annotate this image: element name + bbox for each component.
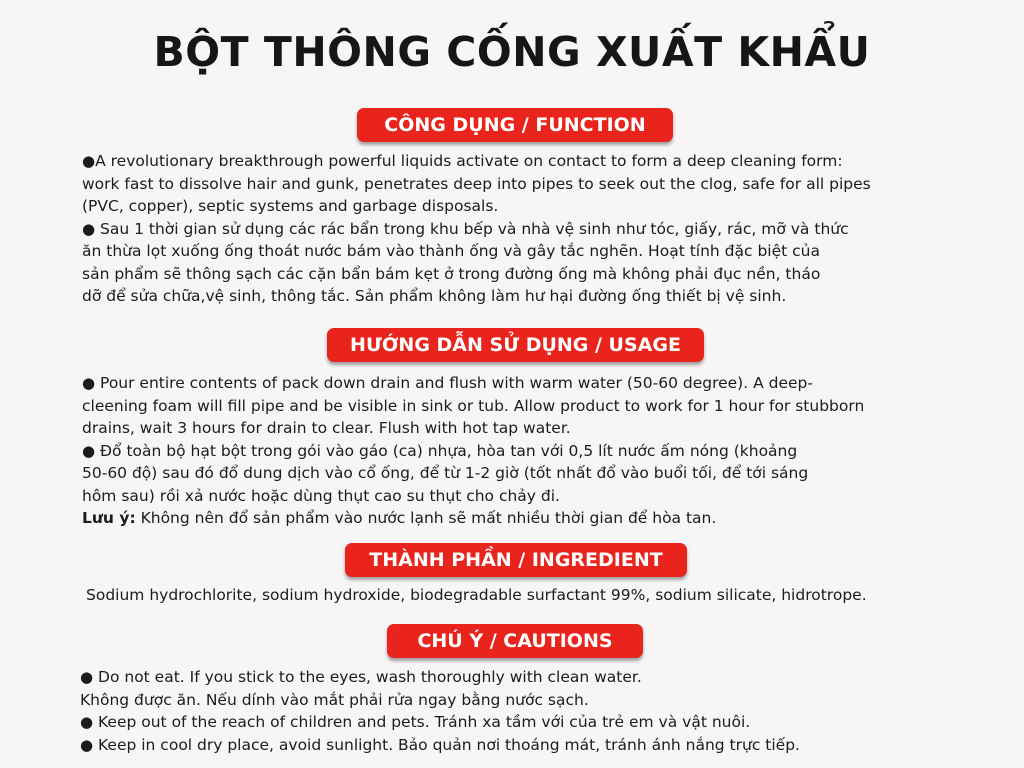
bullet-icon: ● (82, 219, 96, 238)
bullet-icon: ● (80, 713, 94, 731)
section-heading-cautions: CHÚ Ý / CAUTIONS (387, 624, 643, 658)
section-heading-ingredient: THÀNH PHẦN / INGREDIENT (345, 543, 687, 577)
function-paragraph (82, 150, 871, 308)
usage-line-4: ● Đổ toàn bộ hạt bột trong gói vào gáo (ca) nhựa, hòa tan với 0,5 lít nước ấm nóng (khoảng (82, 441, 798, 460)
function-line-4: ● Sau 1 thời gian sử dụng các rác bẩn trong khu bếp và nhà vệ sinh như tóc, giấy, rác, mỡ và thức (82, 219, 849, 238)
note-label: Lưu ý: (82, 509, 136, 527)
bullet-icon: ● (82, 152, 96, 170)
section-heading-function: CÔNG DỤNG / FUNCTION (357, 108, 673, 142)
note-text: Không nên đổ sản phẩm vào nước lạnh sẽ mất nhiều thời gian để hòa tan. (135, 509, 717, 527)
section-heading-usage: HƯỚNG DẪN SỬ DỤNG / USAGE (327, 328, 704, 362)
usage-line-3: drains, wait 3 hours for drain to clear. Flush with hot tap water. (82, 419, 571, 437)
bullet-icon: ● (80, 735, 94, 754)
usage-paragraph (82, 372, 864, 530)
caution-line-2: Không được ăn. Nếu dính vào mắt phải rửa ngay bằng nước sạch. (80, 690, 589, 709)
caution-line-3: ● Keep out of the reach of children and pets. Tránh xa tầm với của trẻ em và vật nuôi. (80, 713, 751, 731)
usage-note (82, 507, 864, 530)
usage-line-1: ● Pour entire contents of pack down drain and flush with warm water (50-60 degree). A deep- (82, 374, 813, 392)
page-title: BỘT THÔNG CỐNG XUẤT KHẨU (153, 28, 871, 76)
usage-line-5: 50-60 độ) sau đó đổ dung dịch vào cổ ống, để từ 1-2 giờ (tốt nhất đổ vào buổi tối, để tới sáng (82, 464, 809, 482)
caution-line-1: ● Do not eat. If you stick to the eyes, wash thoroughly with clean water. (80, 668, 642, 686)
function-line-5: ăn thừa lọt xuống ống thoát nước bám vào thành ống và gây tắc nghẽn. Hoạt tính đặc biệt của (82, 242, 820, 260)
function-line-3: (PVC, copper), septic systems and garbage disposals. (82, 197, 499, 215)
caution-line-4: ● Keep in cool dry place, avoid sunlight. Bảo quản nơi thoáng mát, tránh ánh nắng trực tiếp. (80, 735, 800, 754)
function-line-1: ●A revolutionary breakthrough powerful liquids activate on contact to form a deep cleaning form: (82, 152, 843, 170)
bullet-icon: ● (80, 668, 94, 686)
ingredient-text: Sodium hydrochlorite, sodium hydroxide, biodegradable surfactant 99%, sodium silicate, hidrotrope. (86, 586, 867, 604)
usage-line-2: cleening foam will fill pipe and be visible in sink or tub. Allow product to work for 1 hour for stubborn (82, 396, 865, 415)
usage-line-6: hôm sau) rồi xả nước hoặc dùng thụt cao su thụt cho chảy đi. (82, 486, 560, 505)
ingredient-paragraph (86, 584, 867, 607)
function-line-6: sản phẩm sẽ thông sạch các cặn bẩn bám kẹt ở trong đường ống mà không phải đục nền, tháo (82, 264, 821, 283)
function-line-2: work fast to dissolve hair and gunk, penetrates deep into pipes to seek out the clog, safe for all pipes (82, 174, 871, 193)
function-line-7: dỡ để sửa chữa,vệ sinh, thông tắc. Sản phẩm không làm hư hại đường ống thiết bị vệ sinh. (82, 287, 787, 305)
bullet-icon: ● (82, 374, 96, 392)
bullet-icon: ● (82, 441, 96, 460)
cautions-paragraph (80, 666, 800, 756)
